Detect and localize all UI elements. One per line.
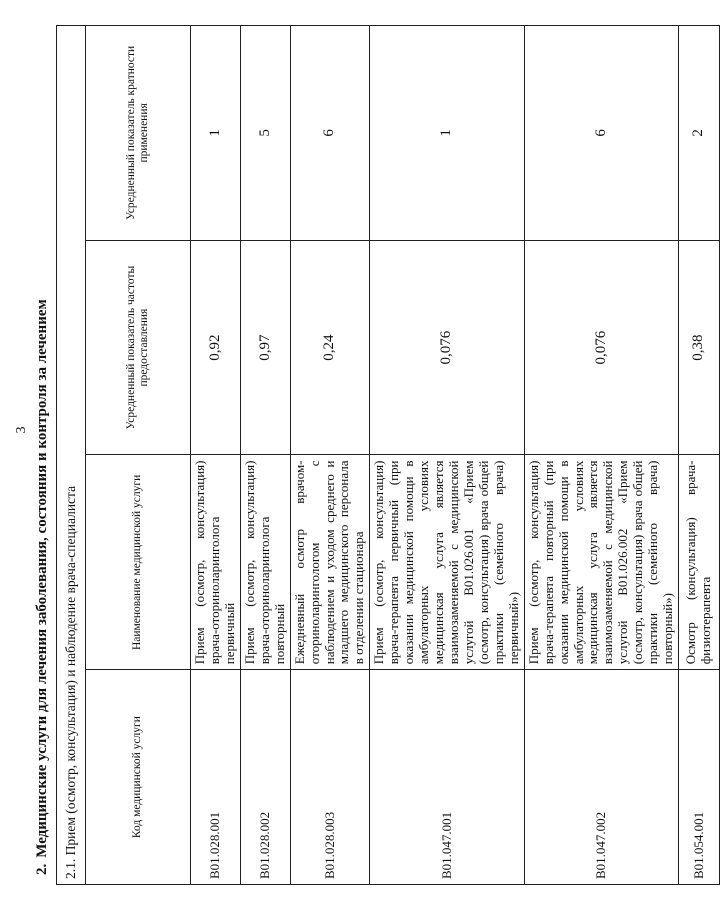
table-row xyxy=(191,26,241,885)
table-row xyxy=(679,26,720,885)
section-title-text: Медицинские услуги для лечения заболевания, состояния и контроля за лечением xyxy=(34,299,50,858)
cell-multiplicity: 1 xyxy=(370,26,524,241)
cell-code: B01.054.001 xyxy=(679,670,720,885)
cell-name: Прием (осмотр, консультация) врача-терапевта первичный (при оказании медицинской помощи в амбулаторных условиях медицинская услуга является взаимозаменяемой с медицинской услугой B01.026.001 «Прием (осмотр, консультация) врача общей практики (семейного врача) первичный») xyxy=(370,455,524,670)
cell-multiplicity: 6 xyxy=(524,26,678,241)
cell-name: Осмотр (консультация) врача-физиотерапевта xyxy=(679,455,720,670)
cell-name: Прием (осмотр, консультация) врача-оториноларинголога повторный xyxy=(240,455,290,670)
table-row xyxy=(240,26,290,885)
cell-name: Прием (осмотр, консультация) врача-терапевта повторный (при оказании медицинской помощи в амбулаторных условиях медицинская услуга является взаимозаменяемой с медицинской услугой B01.026.002 «Прием (осмотр, консультация) врача общей практики (семейного врача) повторный») xyxy=(524,455,678,670)
cell-multiplicity: 2 xyxy=(679,26,720,241)
header-multiplicity: Усредненный показатель кратности применения xyxy=(86,26,191,241)
subsection-row xyxy=(57,26,86,885)
subsection-title: 2.1. Прием (осмотр, консультация) и наблюдение врача-специалиста xyxy=(57,26,86,885)
table-row xyxy=(290,26,370,885)
services-table xyxy=(56,25,720,885)
table-row xyxy=(370,26,524,885)
header-name: Наименование медицинской услуги xyxy=(86,455,191,670)
cell-frequency: 0,076 xyxy=(370,240,524,455)
cell-name: Ежедневный осмотр врачом-оториноларингологом с наблюдением и уходом среднего и младшего медицинского персонала в отделении стационара xyxy=(290,455,370,670)
cell-frequency: 0,38 xyxy=(679,240,720,455)
cell-code: B01.047.002 xyxy=(524,670,678,885)
cell-frequency: 0,97 xyxy=(240,240,290,455)
header-code: Код медицинской услуги xyxy=(86,670,191,885)
cell-frequency: 0,076 xyxy=(524,240,678,455)
cell-name: Прием (осмотр, консультация) врача-оториноларинголога первичный xyxy=(191,455,241,670)
header-row xyxy=(86,26,191,885)
cell-multiplicity: 5 xyxy=(240,26,290,241)
cell-multiplicity: 1 xyxy=(191,26,241,241)
document-sheet xyxy=(10,10,714,895)
cell-code: B01.028.003 xyxy=(290,670,370,885)
section-number: 2. xyxy=(34,863,50,875)
cell-code: B01.028.001 xyxy=(191,670,241,885)
cell-code: B01.028.002 xyxy=(240,670,290,885)
cell-frequency: 0,24 xyxy=(290,240,370,455)
table-row xyxy=(524,26,678,885)
cell-multiplicity: 6 xyxy=(290,26,370,241)
section-title xyxy=(32,25,52,875)
page-number: 3 xyxy=(14,426,29,434)
cell-code: B01.047.001 xyxy=(370,670,524,885)
cell-frequency: 0,92 xyxy=(191,240,241,455)
header-frequency: Усредненный показатель частоты предоставления xyxy=(86,240,191,455)
